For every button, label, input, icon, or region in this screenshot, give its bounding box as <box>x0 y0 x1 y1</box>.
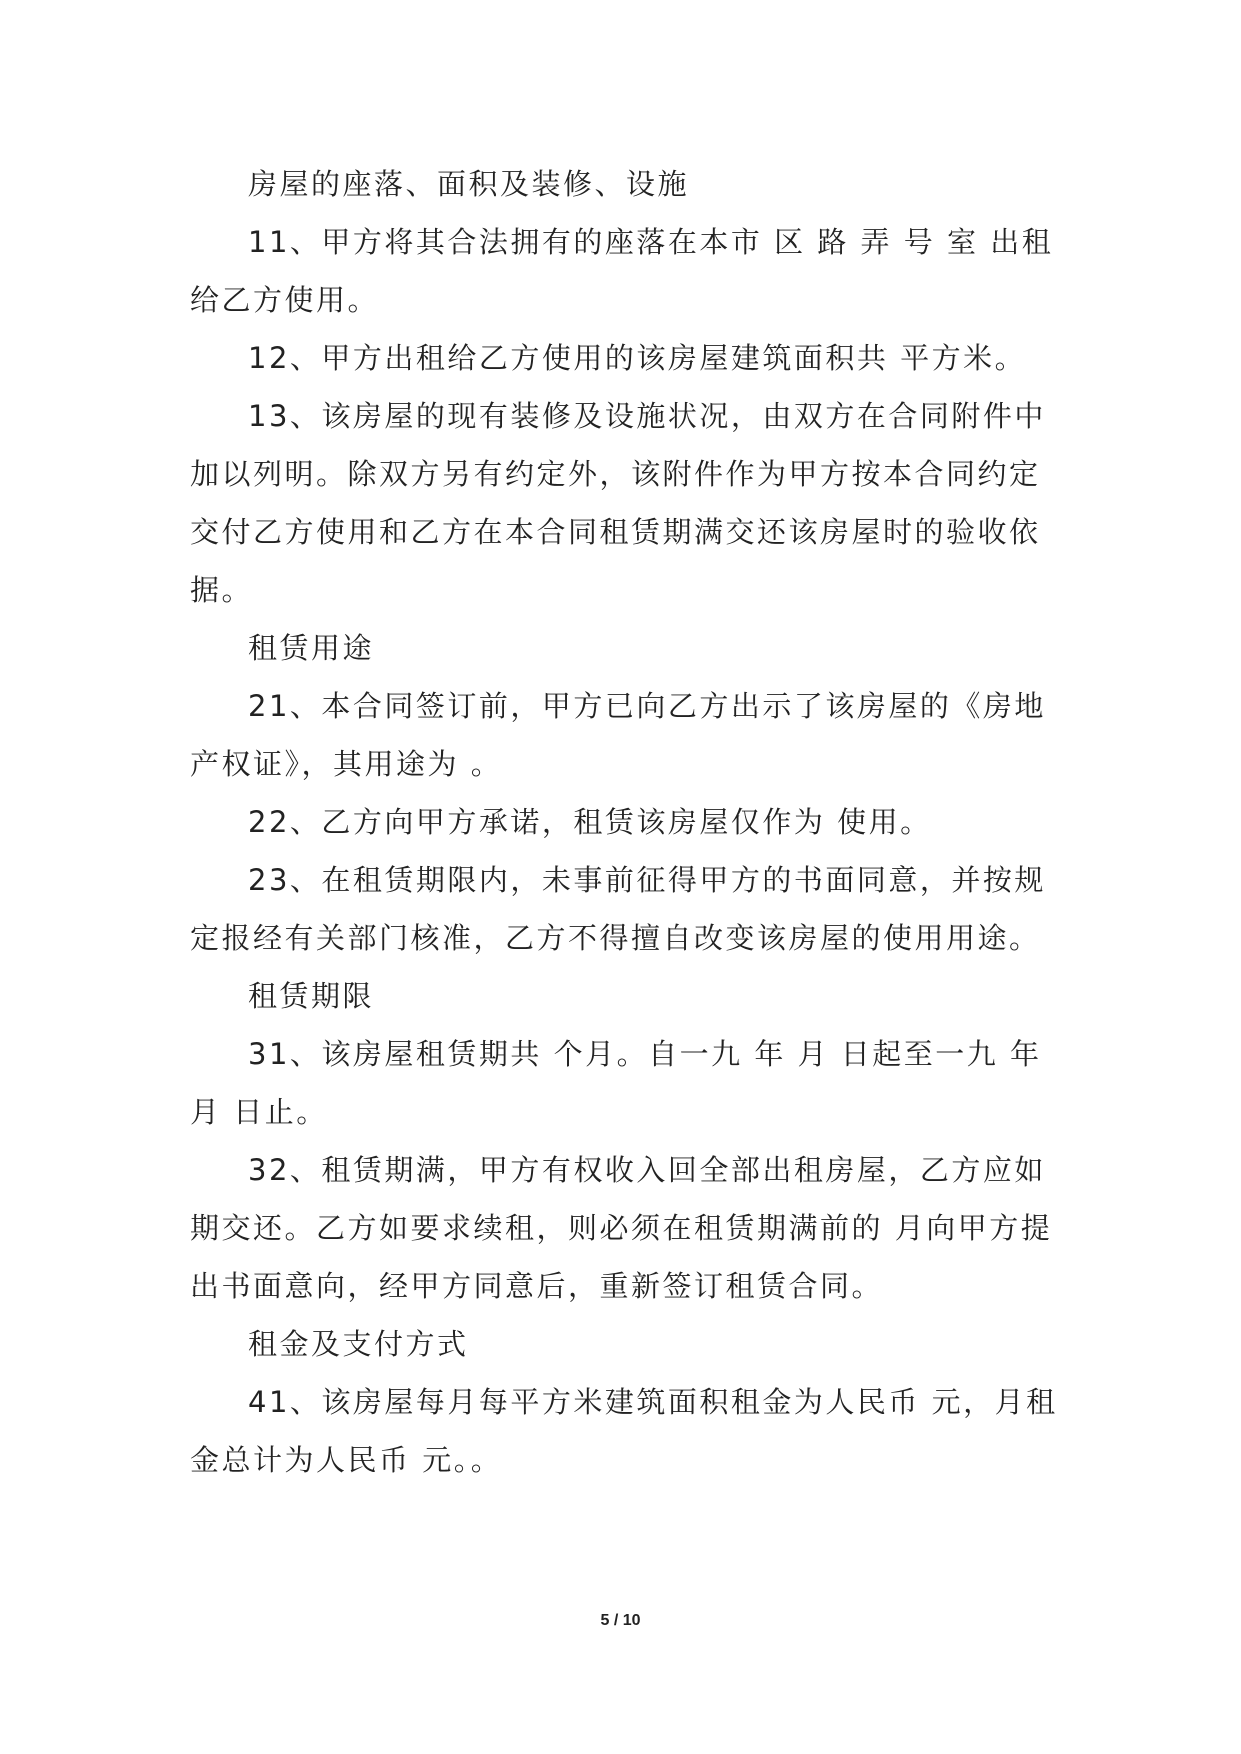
clause-3-1: 31、该房屋租赁期共 个月。自一九 年 月 日起至一九 年 月 日止。 <box>190 1037 1042 1129</box>
clause-1-2: 12、甲方出租给乙方使用的该房屋建筑面积共 平方米。 <box>248 341 1027 375</box>
clause-3-2: 32、租赁期满，甲方有权收入回全部出租房屋，乙方应如期交还。乙方如要求续租，则必须在租赁期满前的 月向甲方提出书面意向，经甲方同意后，重新签订租赁合同。 <box>190 1153 1053 1303</box>
section-heading-rent: 租金及支付方式 <box>248 1327 469 1361</box>
clause-1-1: 11、甲方将其合法拥有的座落在本市 区 路 弄 号 室 出租给乙方使用。 <box>190 225 1054 317</box>
clause-1-3: 13、该房屋的现有装修及设施状况，由双方在合同附件中加以列明。除双方另有约定外，该附件作为甲方按本合同约定交付乙方使用和乙方在本合同租赁期满交还该房屋时的验收依据。 <box>190 399 1046 607</box>
document-body <box>190 155 1060 1489</box>
clause-2-3: 23、在租赁期限内，未事前征得甲方的书面同意，并按规定报经有关部门核准，乙方不得擅自改变该房屋的使用用途。 <box>190 863 1046 955</box>
section-heading-term: 租赁期限 <box>248 979 375 1013</box>
page-number: 5 / 10 <box>600 1612 641 1629</box>
clause-4-1: 41、该房屋每月每平方米建筑面积租金为人民币 元，月租金总计为人民币 元。。 <box>190 1385 1058 1477</box>
clause-2-1: 21、本合同签订前，甲方已向乙方出示了该房屋的《房地产权证》，其用途为 。 <box>190 689 1046 781</box>
section-heading-purpose: 租赁用途 <box>248 631 375 665</box>
clause-2-2: 22、乙方向甲方承诺，租赁该房屋仅作为 使用。 <box>248 805 932 839</box>
section-heading-premises: 房屋的座落、面积及装修、设施 <box>248 167 690 201</box>
